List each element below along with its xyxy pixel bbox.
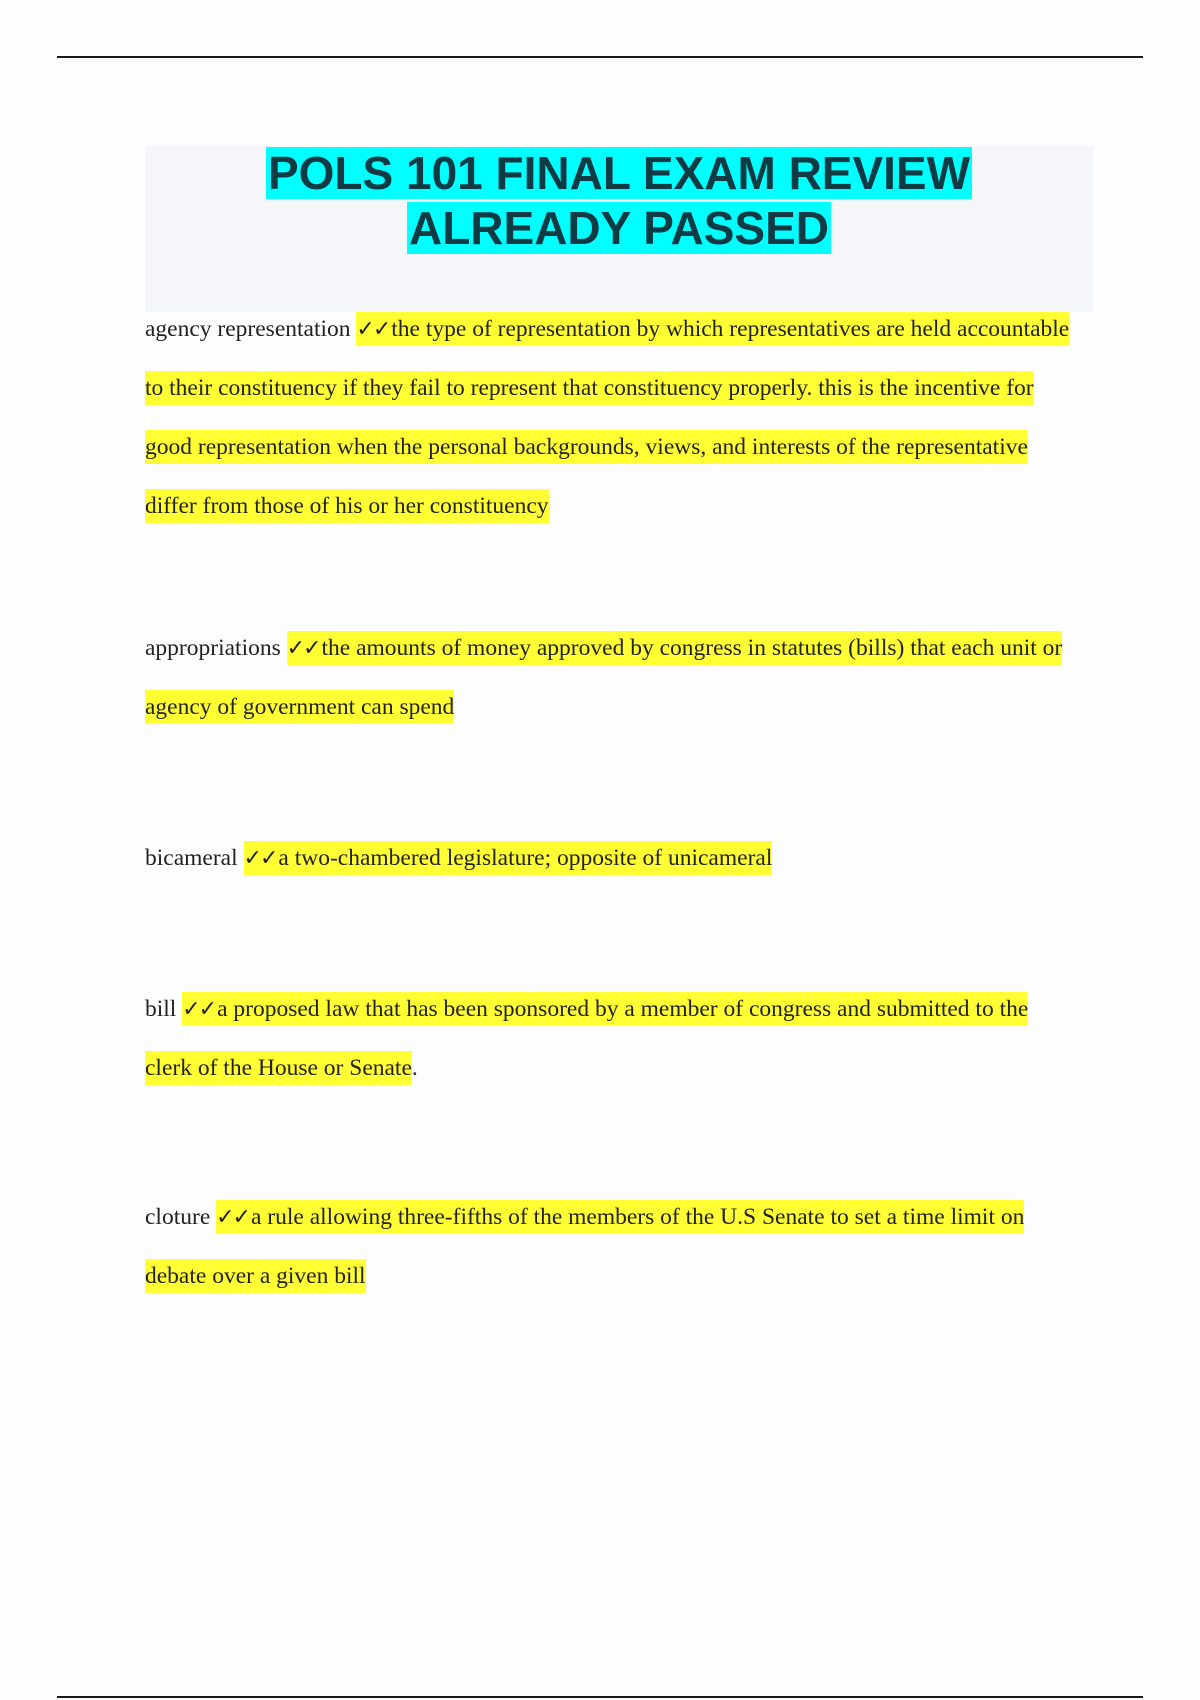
entry-term: bill: [145, 996, 177, 1022]
entry-agency-representation: [145, 300, 1070, 536]
entry-definition: a proposed law that has been sponsored by a member of congress and submitted to the clerk of the House or Senate: [145, 996, 1029, 1081]
entry-definition-highlight: [145, 992, 1028, 1085]
top-rule: [57, 56, 1143, 58]
entry-definition-highlight: [145, 1200, 1024, 1293]
entry-definition-highlight: [145, 631, 1062, 724]
entry-term: agency representation: [145, 316, 351, 342]
entry-bill: [145, 980, 1070, 1098]
entry-definition-highlight: [145, 312, 1069, 523]
double-check-icon: ✓✓: [243, 846, 277, 871]
entry-definition: the amounts of money approved by congress in statutes (bills) that each unit or agency of government can spend: [145, 635, 1063, 720]
entry-definition: a rule allowing three-fifths of the members of the U.S Senate to set a time limit on debate over a given bill: [145, 1204, 1025, 1289]
entry-appropriations: [145, 619, 1070, 737]
entry-bicameral: [145, 829, 1070, 888]
entry-term: appropriations: [145, 635, 281, 661]
entry-definition-highlight: [244, 841, 773, 875]
bottom-rule: [57, 1696, 1143, 1698]
document-title: [145, 146, 1093, 256]
entry-definition: the type of representation by which representatives are held accountable to their constituency if they fail to represent that constituency properly. this is the incentive for good representation when the personal backgrounds, views, and interests of the representative differ from those of his or her constituency: [145, 316, 1070, 519]
double-check-icon: ✓✓: [182, 997, 216, 1022]
double-check-icon: ✓✓: [216, 1205, 249, 1230]
entry-term: bicameral: [145, 845, 238, 871]
double-check-icon: ✓✓: [286, 636, 320, 661]
title-line-1: POLS 101 FINAL EXAM REVIEW: [267, 147, 971, 199]
entry-cloture: [145, 1188, 1070, 1306]
entry-trailing: .: [411, 1055, 418, 1081]
double-check-icon: ✓✓: [356, 317, 390, 342]
entry-term: cloture: [145, 1204, 211, 1230]
title-line-2: ALREADY PASSED: [408, 202, 830, 254]
entry-definition: a two-chambered legislature; opposite of unicameral: [278, 845, 773, 871]
